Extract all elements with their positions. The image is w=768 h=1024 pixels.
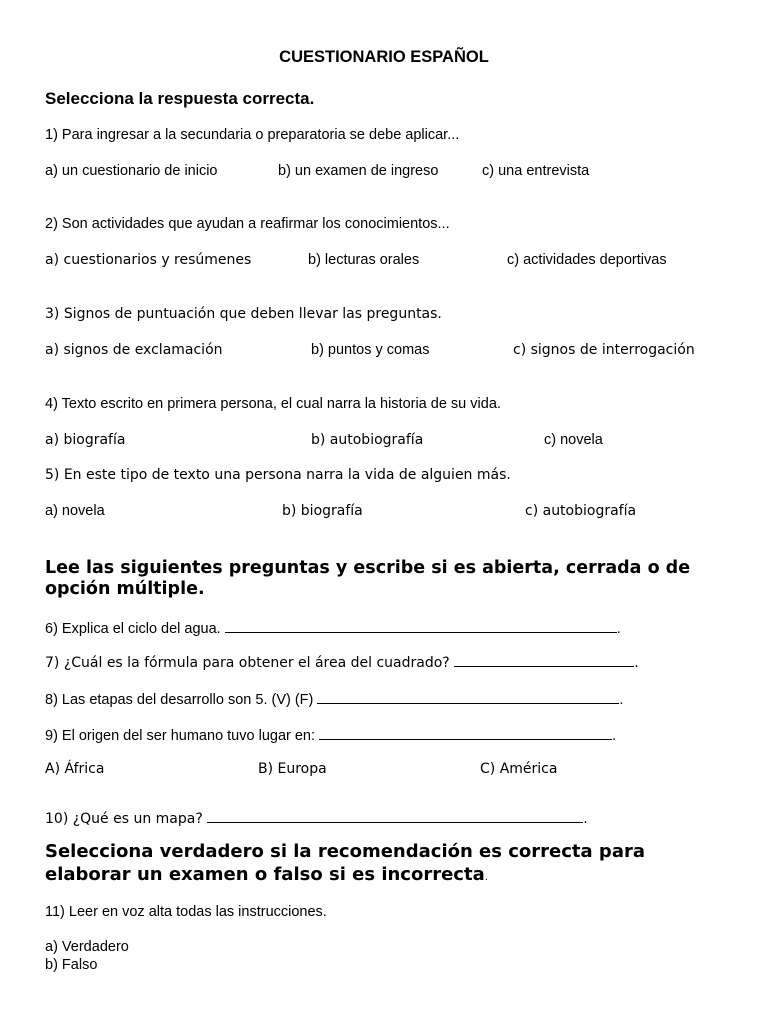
q8-text: 8) Las etapas del desarrollo son 5. (V) (F)	[45, 692, 318, 708]
question-11: 11) Leer en voz alta todas las instrucciones.	[45, 904, 327, 920]
q9-option-c[interactable]: C) América	[480, 761, 558, 777]
question-3: 3) Signos de puntuación que deben llevar las preguntas.	[45, 306, 442, 322]
q6-end: .	[616, 621, 621, 637]
q8-end: .	[619, 692, 624, 708]
question-10	[45, 809, 588, 827]
q1-option-b[interactable]: b) un examen de ingreso	[278, 163, 439, 179]
q7-text: 7) ¿Cuál es la fórmula para obtener el área del cuadrado?	[45, 655, 455, 671]
question-9	[45, 726, 616, 744]
q9-end: .	[612, 728, 617, 744]
question-8	[45, 690, 623, 708]
q7-answer-blank[interactable]	[454, 653, 634, 667]
q3-option-a[interactable]: a) signos de exclamación	[45, 342, 223, 358]
q4-option-b[interactable]: b) autobiografía	[311, 432, 424, 448]
q6-answer-blank[interactable]	[225, 619, 617, 633]
q4-option-c[interactable]: c) novela	[544, 432, 603, 448]
question-6	[45, 619, 621, 637]
section3-heading	[45, 840, 725, 889]
q10-end: .	[583, 811, 588, 827]
q7-end: .	[634, 655, 639, 671]
q9-option-a[interactable]: A) África	[45, 761, 105, 777]
section2-heading: Lee las siguientes preguntas y escribe si es abierta, cerrada o de opción múltiple.	[45, 558, 691, 599]
q9-option-b[interactable]: B) Europa	[258, 761, 327, 777]
q1-option-c[interactable]: c) una entrevista	[482, 163, 590, 179]
question-7	[45, 653, 639, 671]
q9-text: 9) El origen del ser humano tuvo lugar en:	[45, 728, 320, 744]
page-title: CUESTIONARIO ESPAÑOL	[279, 48, 489, 66]
q2-option-a[interactable]: a) cuestionarios y resúmenes	[45, 252, 252, 268]
q2-option-c[interactable]: c) actividades deportivas	[507, 252, 667, 268]
section3-heading-end: .	[484, 872, 488, 883]
question-5: 5) En este tipo de texto una persona narra la vida de alguien más.	[45, 467, 511, 483]
section1-heading: Selecciona la respuesta correcta.	[45, 89, 315, 108]
section3-heading-text: Selecciona verdadero si la recomendación es correcta para elaborar un examen o falso si es incorrecta	[45, 841, 645, 885]
q3-option-b[interactable]: b) puntos y comas	[311, 342, 430, 358]
question-2: 2) Son actividades que ayudan a reafirmar los conocimientos...	[45, 216, 450, 232]
q8-answer-blank[interactable]	[317, 690, 619, 704]
q11-option-b[interactable]: b) Falso	[45, 957, 98, 973]
q10-text: 10) ¿Qué es un mapa?	[45, 811, 208, 827]
q4-option-a[interactable]: a) biografía	[45, 432, 126, 448]
question-1: 1) Para ingresar a la secundaria o preparatoria se debe aplicar...	[45, 127, 460, 143]
q5-option-b[interactable]: b) biografía	[282, 503, 363, 519]
q6-text: 6) Explica el ciclo del agua.	[45, 621, 225, 637]
q2-option-b[interactable]: b) lecturas orales	[308, 252, 420, 268]
q3-option-c[interactable]: c) signos de interrogación	[513, 342, 695, 358]
q11-option-a[interactable]: a) Verdadero	[45, 939, 129, 955]
q10-answer-blank[interactable]	[207, 809, 583, 823]
q9-answer-blank[interactable]	[319, 726, 612, 740]
question-4: 4) Texto escrito en primera persona, el cual narra la historia de su vida.	[45, 396, 501, 412]
q5-option-c[interactable]: c) autobiografía	[525, 503, 637, 519]
q1-option-a[interactable]: a) un cuestionario de inicio	[45, 163, 218, 179]
q5-option-a[interactable]: a) novela	[45, 503, 105, 519]
